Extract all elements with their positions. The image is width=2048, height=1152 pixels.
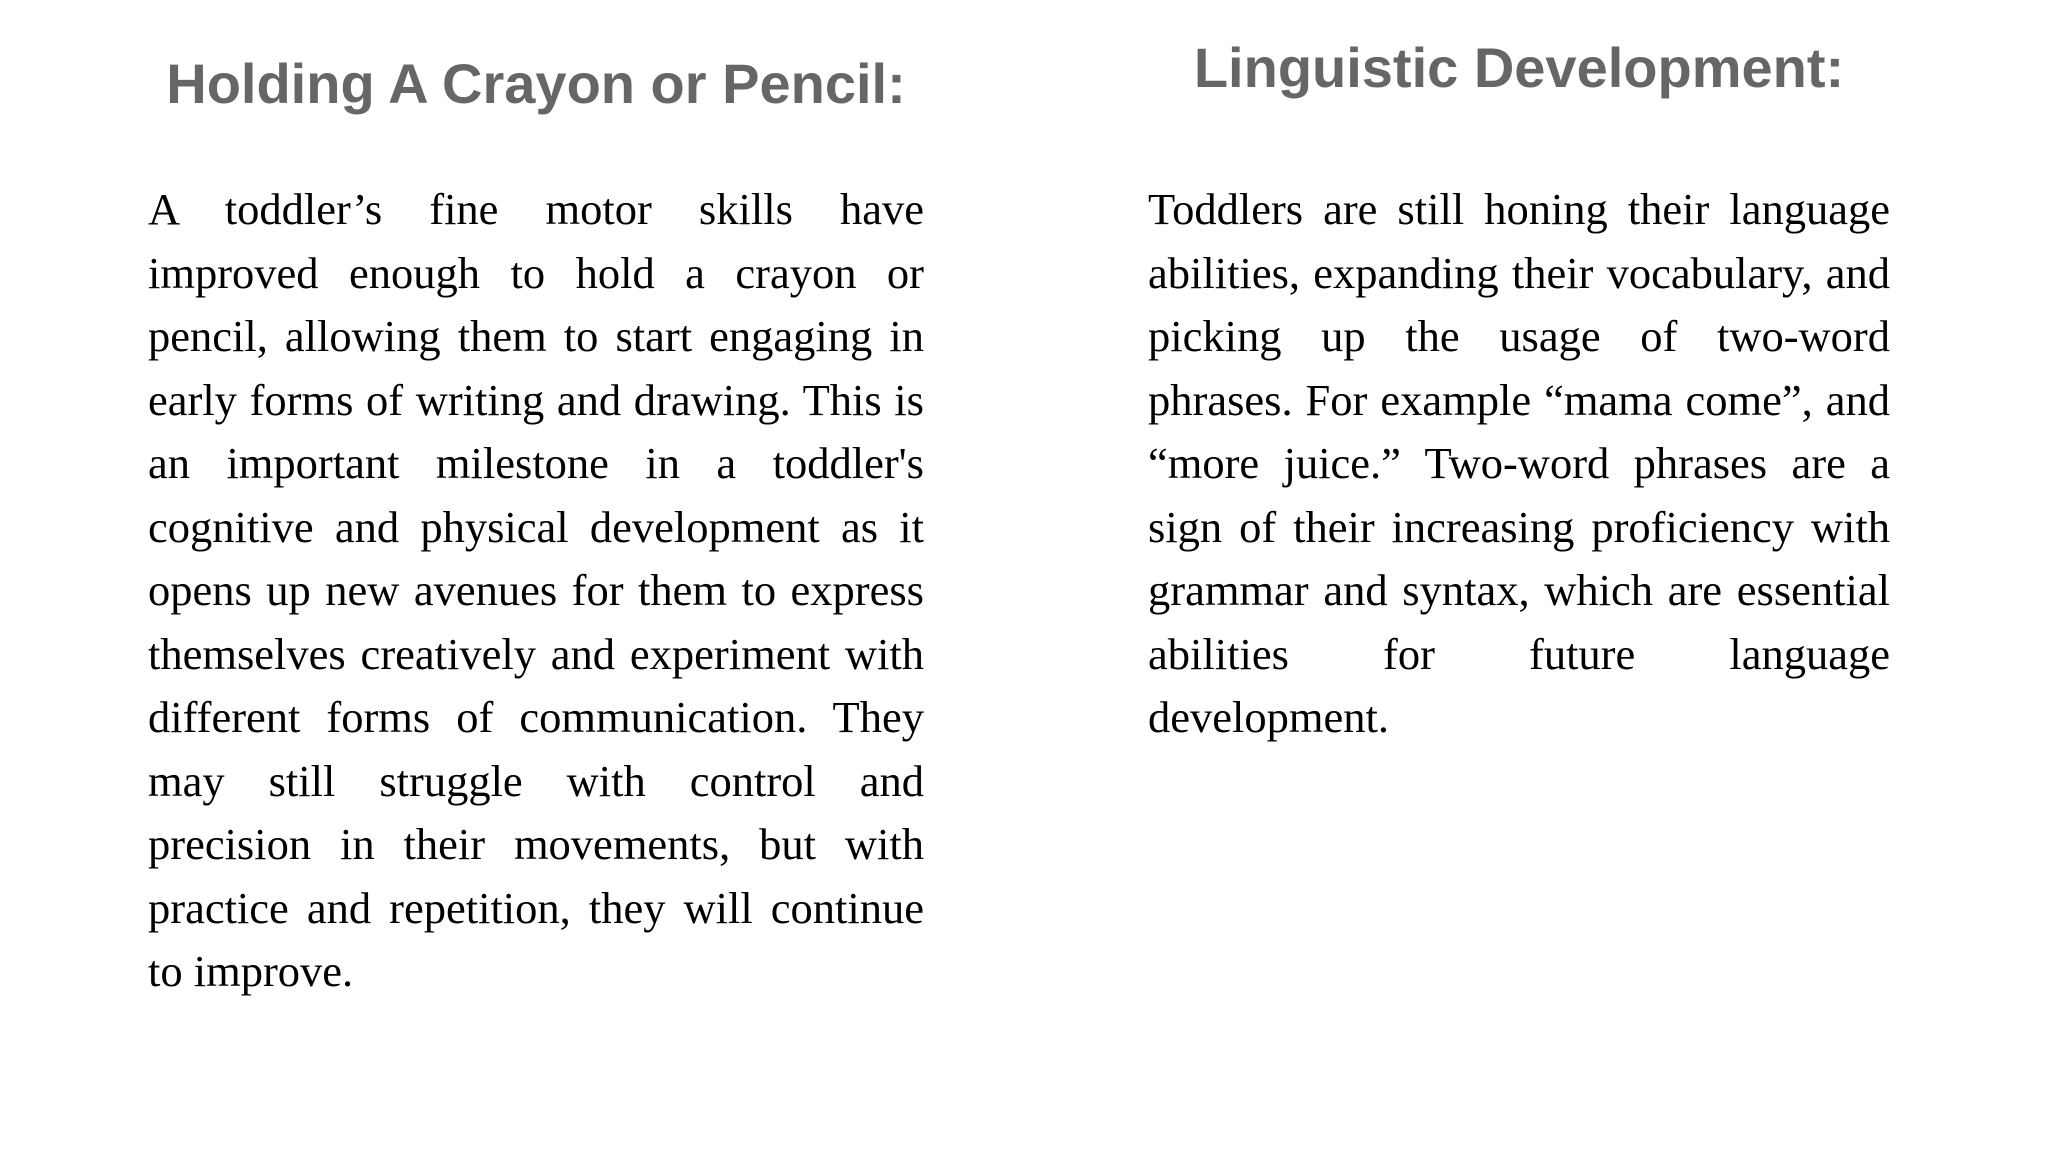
section-paragraph-holding-crayon: A toddler’s fine motor skills have improved enough to hold a crayon or pencil, allowing them to start engaging in early forms of writing and drawing. This is an important milestone in a toddler's cognitive and physical development as it opens up new avenues for them to express themselves creatively and experiment with different forms of communication. They may still struggle with control and precision in their movements, but with practice and repetition, they will continue to improve. bbox=[148, 184, 924, 996]
section-heading-holding-crayon: Holding A Crayon or Pencil: bbox=[166, 52, 906, 115]
section-heading-linguistic-development: Linguistic Development: bbox=[1193, 36, 1845, 99]
section-paragraph-linguistic-development: Toddlers are still honing their language abilities, expanding their vocabulary, and picking up the usage of two-word phrases. For example “mama come”, and “more juice.” Two-word phrases are a sign of their increasing proficiency with grammar and syntax, which are essential abilities for future language development. bbox=[1148, 184, 1890, 742]
left-column bbox=[148, 0, 924, 996]
right-column bbox=[1148, 0, 1890, 742]
